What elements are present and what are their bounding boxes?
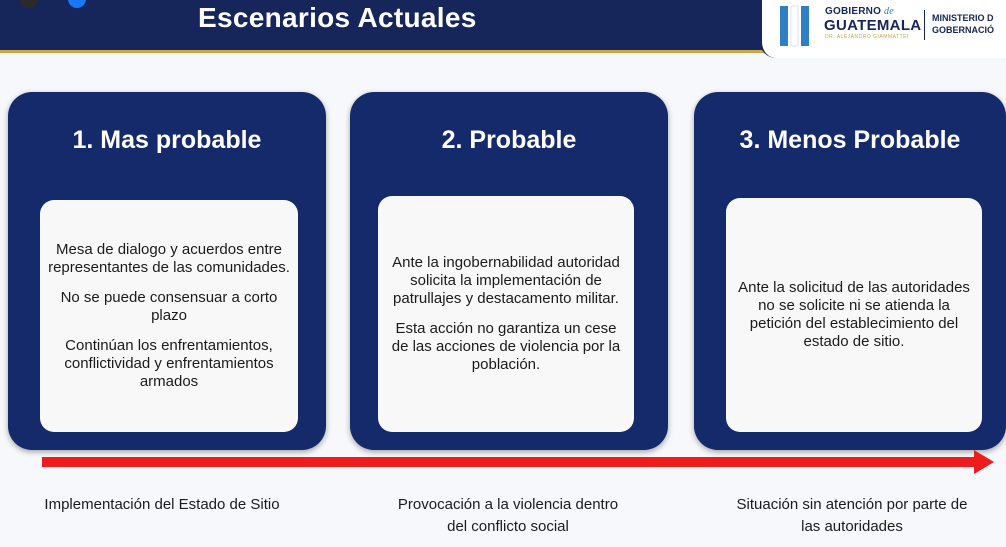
scenario-title: 3. Menos Probable	[739, 126, 961, 154]
scenario-caption-3: Situación sin atención por parte de las autoridades	[736, 496, 968, 535]
scenario-paragraph: Ante la solicitud de las autoridades no se solicite ni se atienda la petición del establecimiento del estado de sitio.	[738, 279, 970, 350]
timeline-arrow	[42, 457, 978, 467]
scenario-card-3	[694, 92, 1006, 450]
scenario-title: 1. Mas probable	[72, 126, 262, 154]
page-title: Escenarios Actuales	[198, 2, 477, 33]
scenario-description	[378, 196, 634, 432]
logo-divider	[924, 10, 925, 40]
scenario-paragraph: Ante la ingobernabilidad autoridad solicita la implementación de patrullajes y destacamento militar.	[392, 254, 620, 307]
logo-president-text: DR. ALEJANDRO GIAMMATTEI	[825, 34, 909, 40]
scenario-paragraph: Mesa de dialogo y acuerdos entre representantes de las comunidades.	[48, 241, 290, 276]
arrow-head-icon	[974, 450, 994, 474]
scenario-paragraph: No se puede consensuar a corto plazo	[60, 289, 278, 324]
scenario-caption-1: Implementación del Estado de Sitio	[44, 496, 280, 513]
scenario-paragraph: Continúan los enfrentamientos, conflictividad y enfrentamientos armados	[64, 337, 274, 390]
window-control-dot	[20, 0, 38, 8]
app-icon	[68, 0, 86, 8]
scenario-description	[40, 200, 298, 432]
scenario-description	[726, 198, 982, 432]
scenario-card-1	[8, 92, 326, 450]
logo-guatemala-text: GUATEMALA	[824, 17, 922, 34]
guatemala-flag-icon	[780, 4, 810, 48]
government-logo	[760, 0, 1006, 58]
logo-gobierno-text: GOBIERNO de	[825, 6, 894, 17]
scenario-caption-2: Provocación a la violencia dentro del conflicto social	[397, 496, 619, 535]
scenario-title: 2. Probable	[441, 126, 577, 154]
ministry-name: MINISTERIO D GOBERNACIÓ	[932, 13, 995, 35]
scenario-card-2	[350, 92, 668, 450]
scenario-paragraph: Esta acción no garantiza un cese de las acciones de violencia por la población.	[391, 320, 621, 373]
